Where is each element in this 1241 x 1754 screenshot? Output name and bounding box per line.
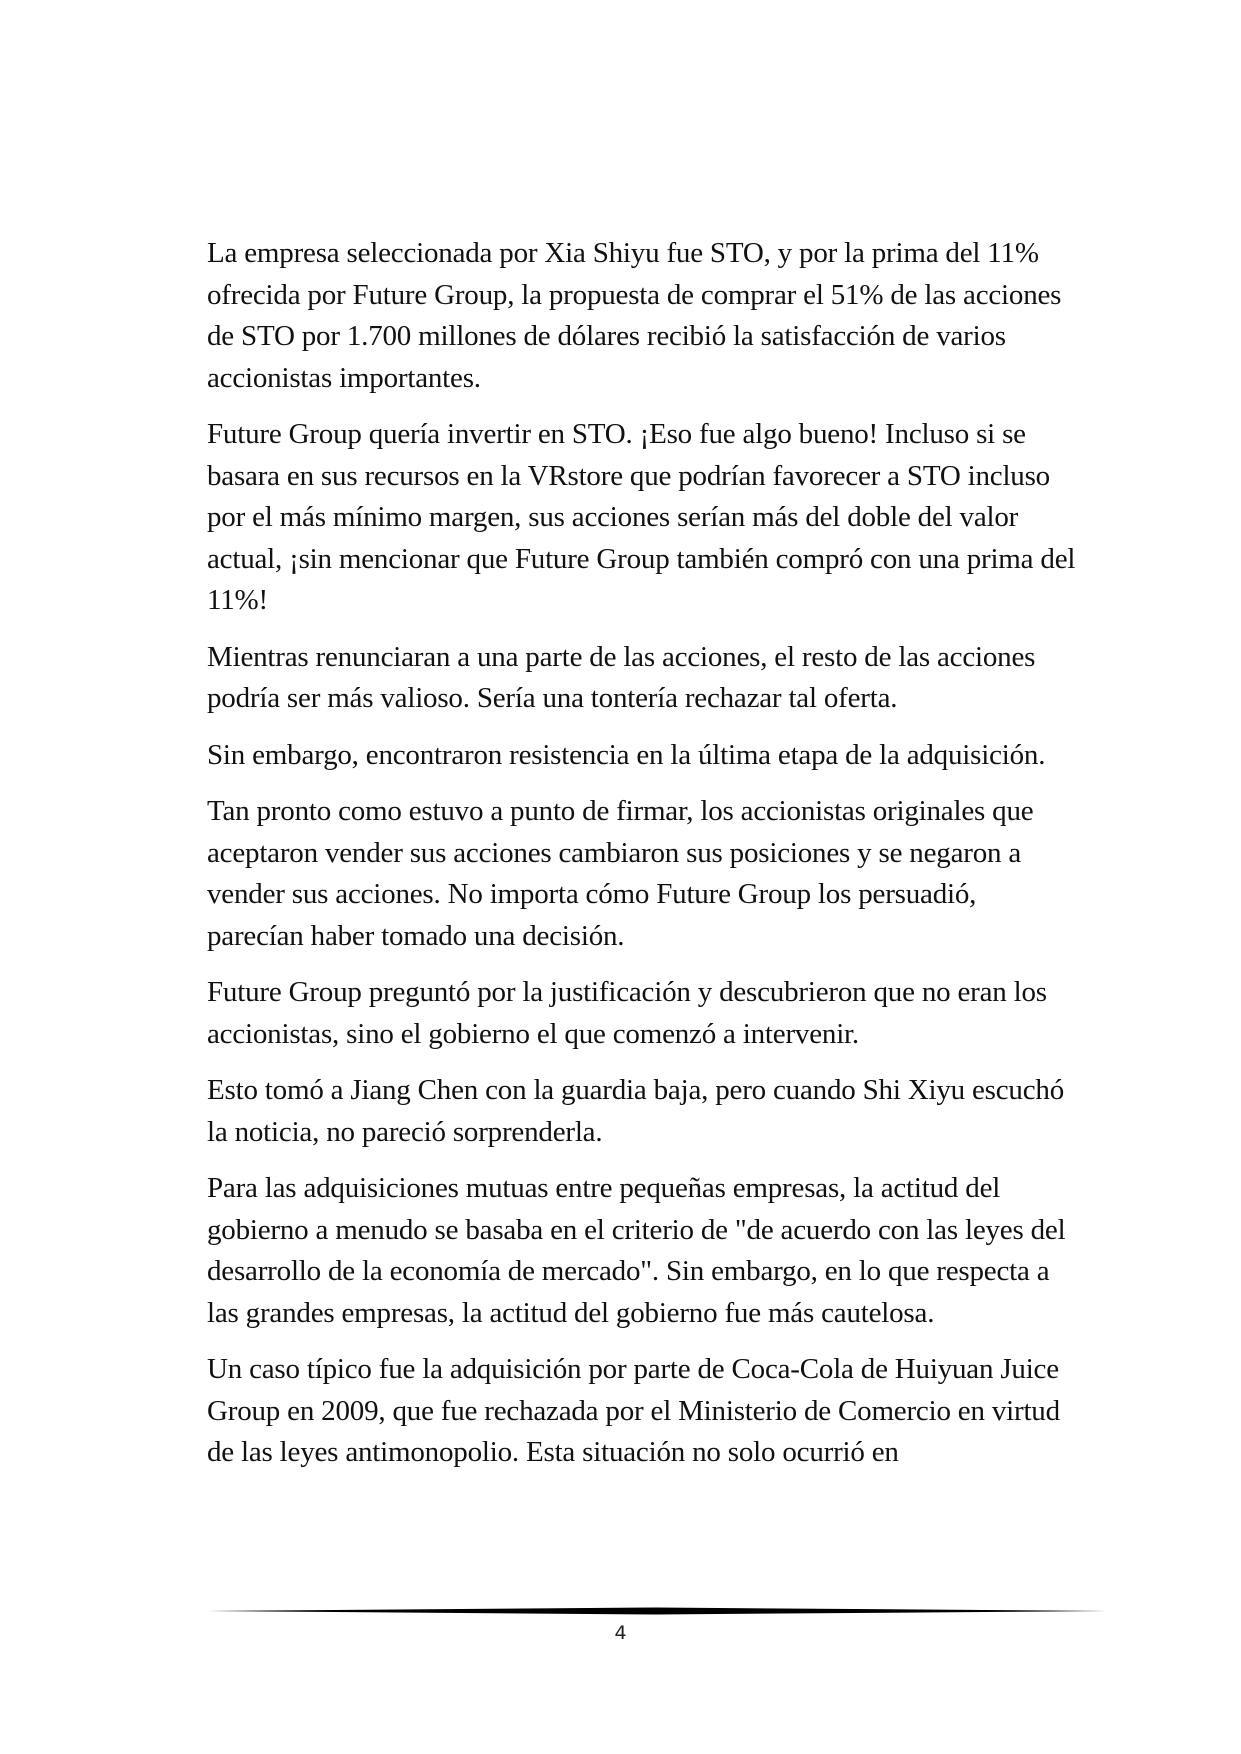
paragraph: La empresa seleccionada por Xia Shiyu fue STO, y por la prima del 11% ofrecida por Future Group, la propuesta de comprar el 51% de las acciones de STO por 1.700 millones de dólares recibió la satisfacción de varios accionistas importantes. bbox=[207, 237, 1062, 394]
paragraph: Esto tomó a Jiang Chen con la guardia baja, pero cuando Shi Xiyu escuchó la noticia, no pareció sorprenderla. bbox=[207, 1074, 1064, 1148]
paragraph: Tan pronto como estuvo a punto de firmar, los accionistas originales que aceptaron vender sus acciones cambiaron sus posiciones y se negaron a vender sus acciones. No importa cómo Future Group los persuadió, parecían haber tomado una decisión. bbox=[207, 795, 1034, 952]
paragraph: Future Group preguntó por la justificación y descubrieron que no eran los accionistas, sino el gobierno el que comenzó a intervenir. bbox=[207, 976, 1047, 1050]
paragraph: Sin embargo, encontraron resistencia en la última etapa de la adquisición. bbox=[207, 738, 1046, 771]
page-number: 4 bbox=[614, 1622, 627, 1644]
footer-divider bbox=[207, 1605, 1107, 1617]
paragraph: Para las adquisiciones mutuas entre pequeñas empresas, la actitud del gobierno a menudo se basaba en el criterio de "de acuerdo con las leyes del desarrollo de la economía de mercado". Sin embargo, en lo que respecta a las grandes empresas, la actitud del gobierno fue más cautelosa. bbox=[207, 1172, 1066, 1329]
page-body bbox=[207, 233, 1077, 1489]
paragraph: Un caso típico fue la adquisición por parte de Coca-Cola de Huiyuan Juice Group en 2009, que fue rechazada por el Ministerio de Comercio en virtud de las leyes antimonopolio. Esta situación no solo ocurrió en bbox=[207, 1353, 1060, 1468]
paragraph: Future Group quería invertir en STO. ¡Eso fue algo bueno! Incluso si se basara en sus recursos en la VRstore que podrían favorecer a STO incluso por el más mínimo margen, sus acciones serían más del doble del valor actual, ¡sin mencionar que Future Group también compró con una prima del 11%! bbox=[207, 418, 1076, 616]
paragraph: Mientras renunciaran a una parte de las acciones, el resto de las acciones podría ser más valioso. Sería una tontería rechazar tal oferta. bbox=[207, 640, 1036, 714]
